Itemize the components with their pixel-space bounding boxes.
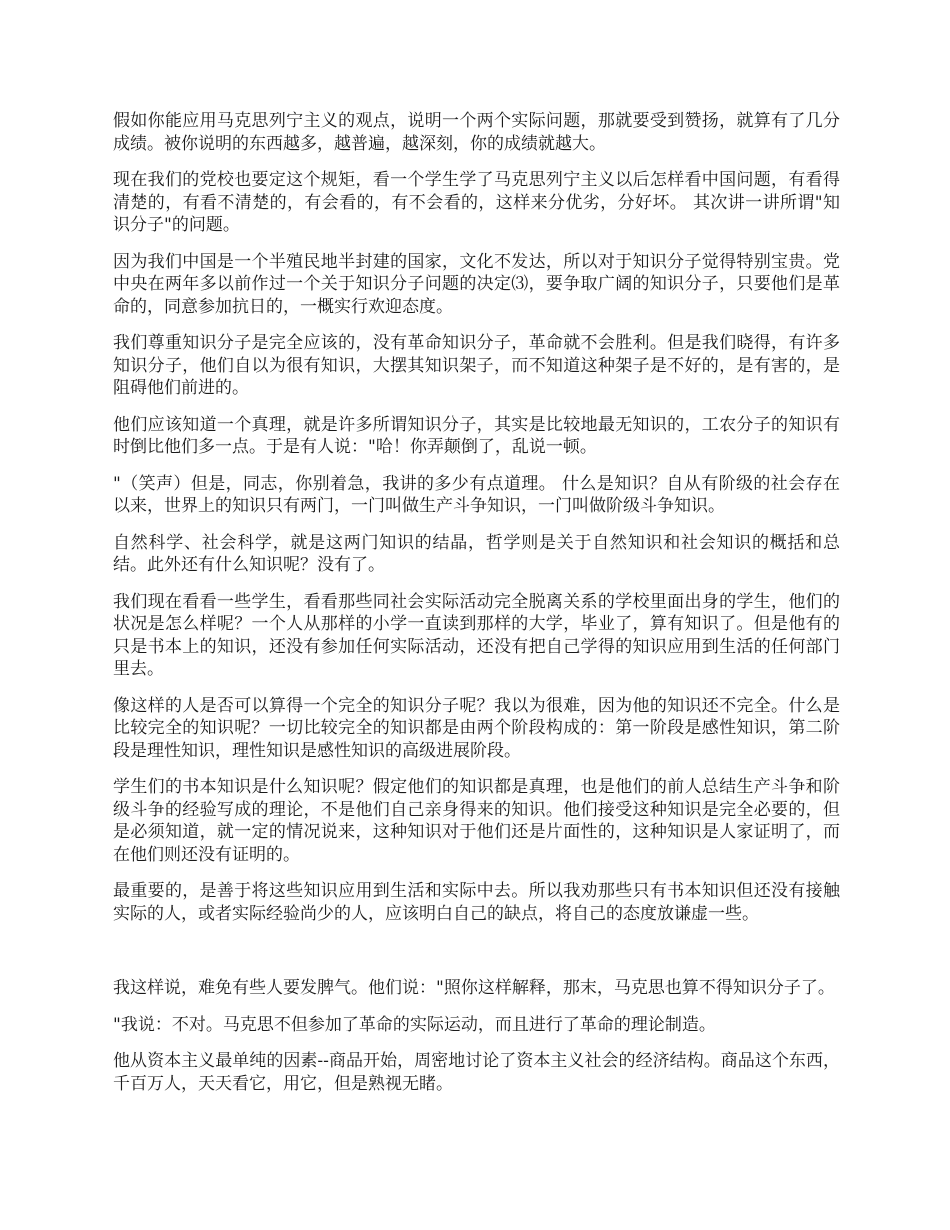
paragraph: 因为我们中国是一个半殖民地半封建的国家，文化不发达，所以对于知识分子觉得特别宝贵。党中央在两年多以前作过一个关于知识分子问题的决定⑶，要争取广阔的知识分子，只要他们是革命的，同意参加抗日的，一概实行欢迎态度。: [113, 251, 840, 317]
paragraph: "（笑声）但是，同志，你别着急，我讲的多少有点道理。 什么是知识？自从有阶级的社会存在以来，世界上的知识只有两门，一门叫做生产斗争知识，一门叫做阶级斗争知识。: [113, 473, 840, 516]
document-body: [113, 110, 840, 1109]
paragraph: 最重要的，是善于将这些知识应用到生活和实际中去。所以我劝那些只有书本知识但还没有接触实际的人，或者实际经验尚少的人，应该明白自己的缺点，将自己的态度放谦虚一些。: [113, 881, 840, 924]
paragraph: 自然科学、社会科学，就是这两门知识的结晶，哲学则是关于自然知识和社会知识的概括和总结。此外还有什么知识呢？没有了。: [113, 532, 840, 575]
paragraph: 我这样说，难免有些人要发脾气。他们说："照你这样解释，那末，马克思也算不得知识分子了。: [113, 978, 835, 998]
paragraph: 学生们的书本知识是什么知识呢？假定他们的知识都是真理，也是他们的前人总结生产斗争和阶级斗争的经验写成的理论，不是他们自己亲身得来的知识。他们接受这种知识是完全必要的，但是必须知道，就一定的情况说来，这种知识对于他们还是片面性的，这种知识是人家证明了，而在他们则还没有证明的。: [113, 777, 840, 865]
paragraph: 他从资本主义最单纯的因素--商品开始，周密地讨论了资本主义社会的经济结构。商品这个东西，千百万人，天天看它，用它，但是熟视无睹。: [113, 1051, 840, 1094]
paragraph: 假如你能应用马克思列宁主义的观点，说明一个两个实际问题，那就要受到赞扬，就算有了几分成绩。被你说明的东西越多，越普遍，越深刻，你的成绩就越大。: [113, 111, 840, 154]
section-gap: [113, 939, 840, 977]
paragraph: 我们尊重知识分子是完全应该的，没有革命知识分子，革命就不会胜利。但是我们晓得，有许多知识分子，他们自以为很有知识，大摆其知识架子，而不知道这种架子是不好的，是有害的，是阻碍他们前进的。: [113, 333, 840, 398]
paragraph: 现在我们的党校也要定这个规矩，看一个学生学了马克思列宁主义以后怎样看中国问题，有看得清楚的，有看不清楚的，有会看的，有不会看的，这样来分优劣，分好坏。 其次讲一讲所谓"知识分子"的问题。: [113, 170, 840, 235]
paragraph: 像这样的人是否可以算得一个完全的知识分子呢？我以为很难，因为他的知识还不完全。什么是比较完全的知识呢？一切比较完全的知识都是由两个阶段构成的：第一阶段是感性知识，第二阶段是理性知识，理性知识是感性知识的高级进展阶段。: [113, 695, 840, 761]
paragraph: 他们应该知道一个真理，就是许多所谓知识分子，其实是比较地最无知识的，工农分子的知识有时倒比他们多一点。于是有人说："哈！你弄颠倒了，乱说一顿。: [113, 414, 840, 457]
paragraph: 我们现在看看一些学生，看看那些同社会实际活动完全脱离关系的学校里面出身的学生，他们的状况是怎么样呢？一个人从那样的小学一直读到那样的大学，毕业了，算有知识了。但是他有的只是书本上的知识，还没有参加任何实际活动，还没有把自己学得的知识应用到生活的任何部门里去。: [113, 591, 840, 679]
paragraph: "我说：不对。马克思不但参加了革命的实际运动，而且进行了革命的理论制造。: [113, 1014, 716, 1035]
